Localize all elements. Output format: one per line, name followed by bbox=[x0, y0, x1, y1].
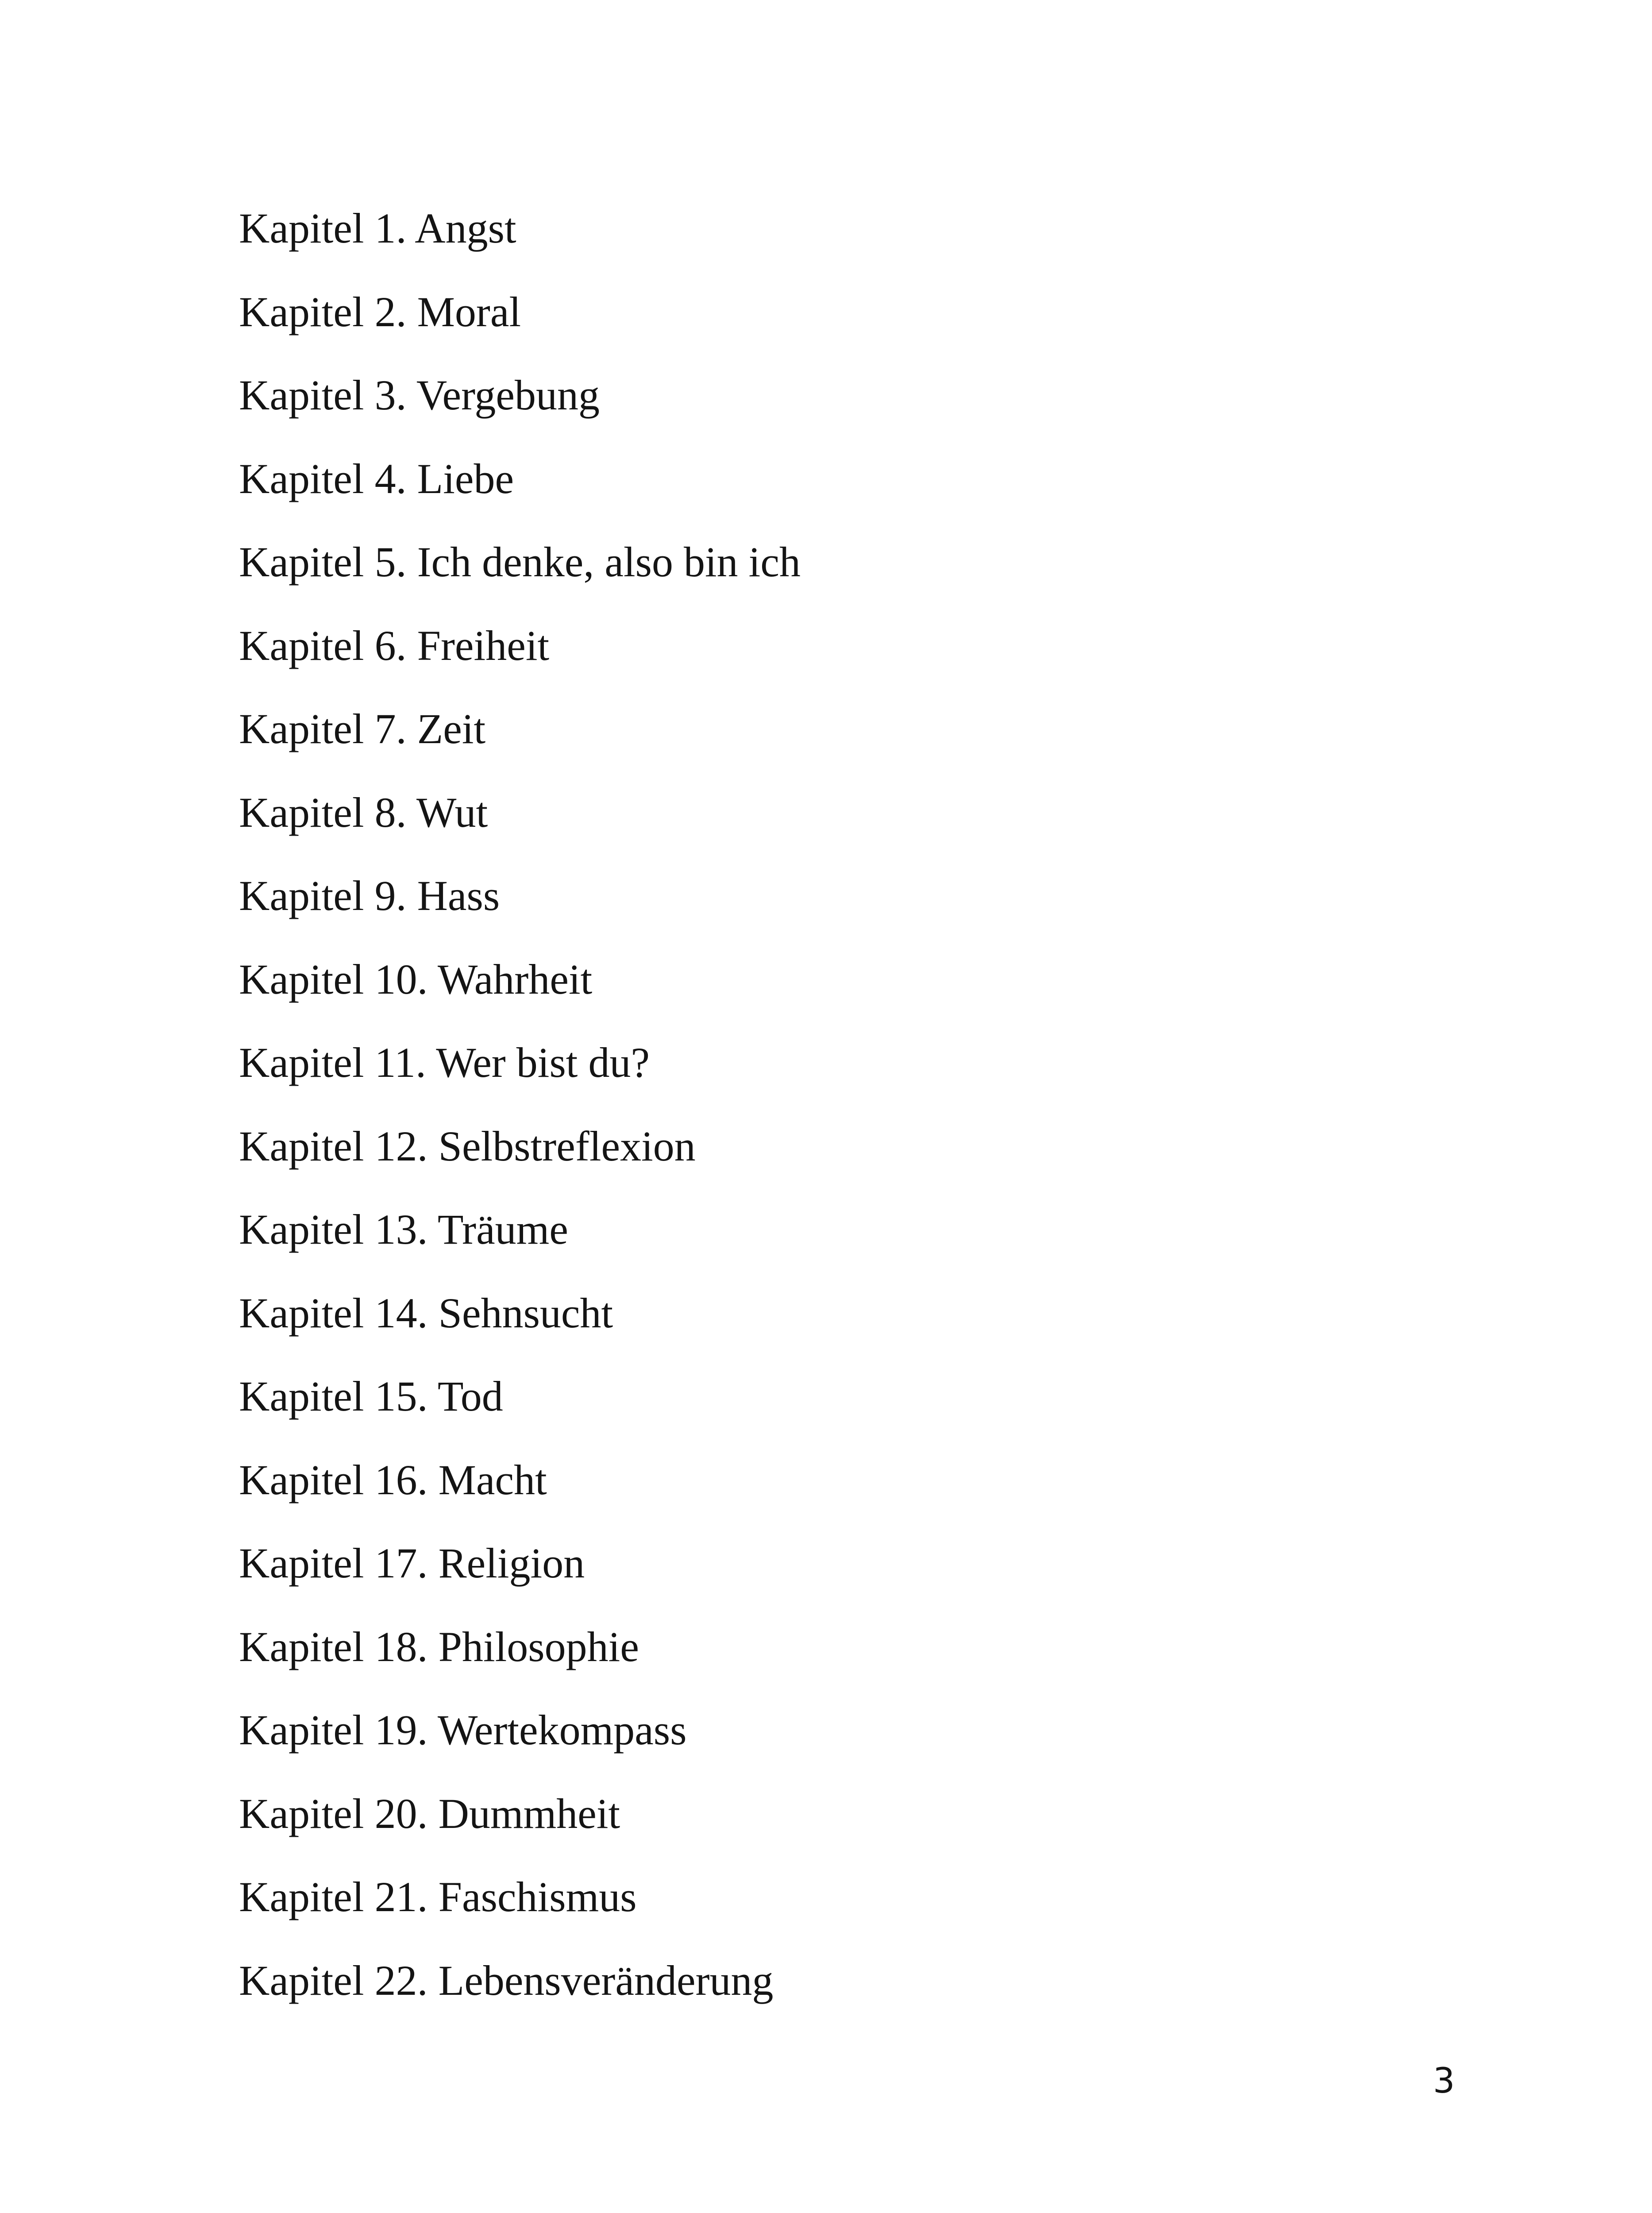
toc-entry: Kapitel 14. Sehnsucht bbox=[239, 1289, 613, 1337]
toc-entry: Kapitel 11. Wer bist du? bbox=[239, 1039, 650, 1086]
toc-entry: Kapitel 4. Liebe bbox=[239, 455, 514, 502]
toc-entry: Kapitel 21. Faschismus bbox=[239, 1873, 637, 1920]
toc-entry: Kapitel 10. Wahrheit bbox=[239, 956, 593, 1003]
toc-entry: Kapitel 8. Wut bbox=[239, 789, 488, 836]
toc-entry: Kapitel 17. Religion bbox=[239, 1539, 585, 1587]
toc-entry: Kapitel 15. Tod bbox=[239, 1373, 503, 1420]
toc-entry: Kapitel 2. Moral bbox=[239, 288, 521, 335]
toc-entry: Kapitel 6. Freiheit bbox=[239, 622, 550, 669]
page-number: 3 bbox=[1433, 2061, 1455, 2101]
toc-entry: Kapitel 19. Wertekompass bbox=[239, 1706, 687, 1754]
toc-entry: Kapitel 20. Dummheit bbox=[239, 1790, 620, 1837]
toc-entry: Kapitel 12. Selbstreflexion bbox=[239, 1122, 696, 1170]
toc-entry: Kapitel 7. Zeit bbox=[239, 705, 486, 752]
toc-entry: Kapitel 9. Hass bbox=[239, 872, 500, 919]
toc-entry: Kapitel 1. Angst bbox=[239, 204, 516, 252]
toc-entry: Kapitel 22. Lebensveränderung bbox=[239, 1957, 774, 2004]
toc-entry: Kapitel 5. Ich denke, also bin ich bbox=[239, 538, 801, 586]
toc-entry: Kapitel 18. Philosophie bbox=[239, 1623, 639, 1670]
toc-entry: Kapitel 13. Träume bbox=[239, 1206, 568, 1253]
toc-entry: Kapitel 3. Vergebung bbox=[239, 371, 600, 419]
toc-entry: Kapitel 16. Macht bbox=[239, 1456, 547, 1504]
